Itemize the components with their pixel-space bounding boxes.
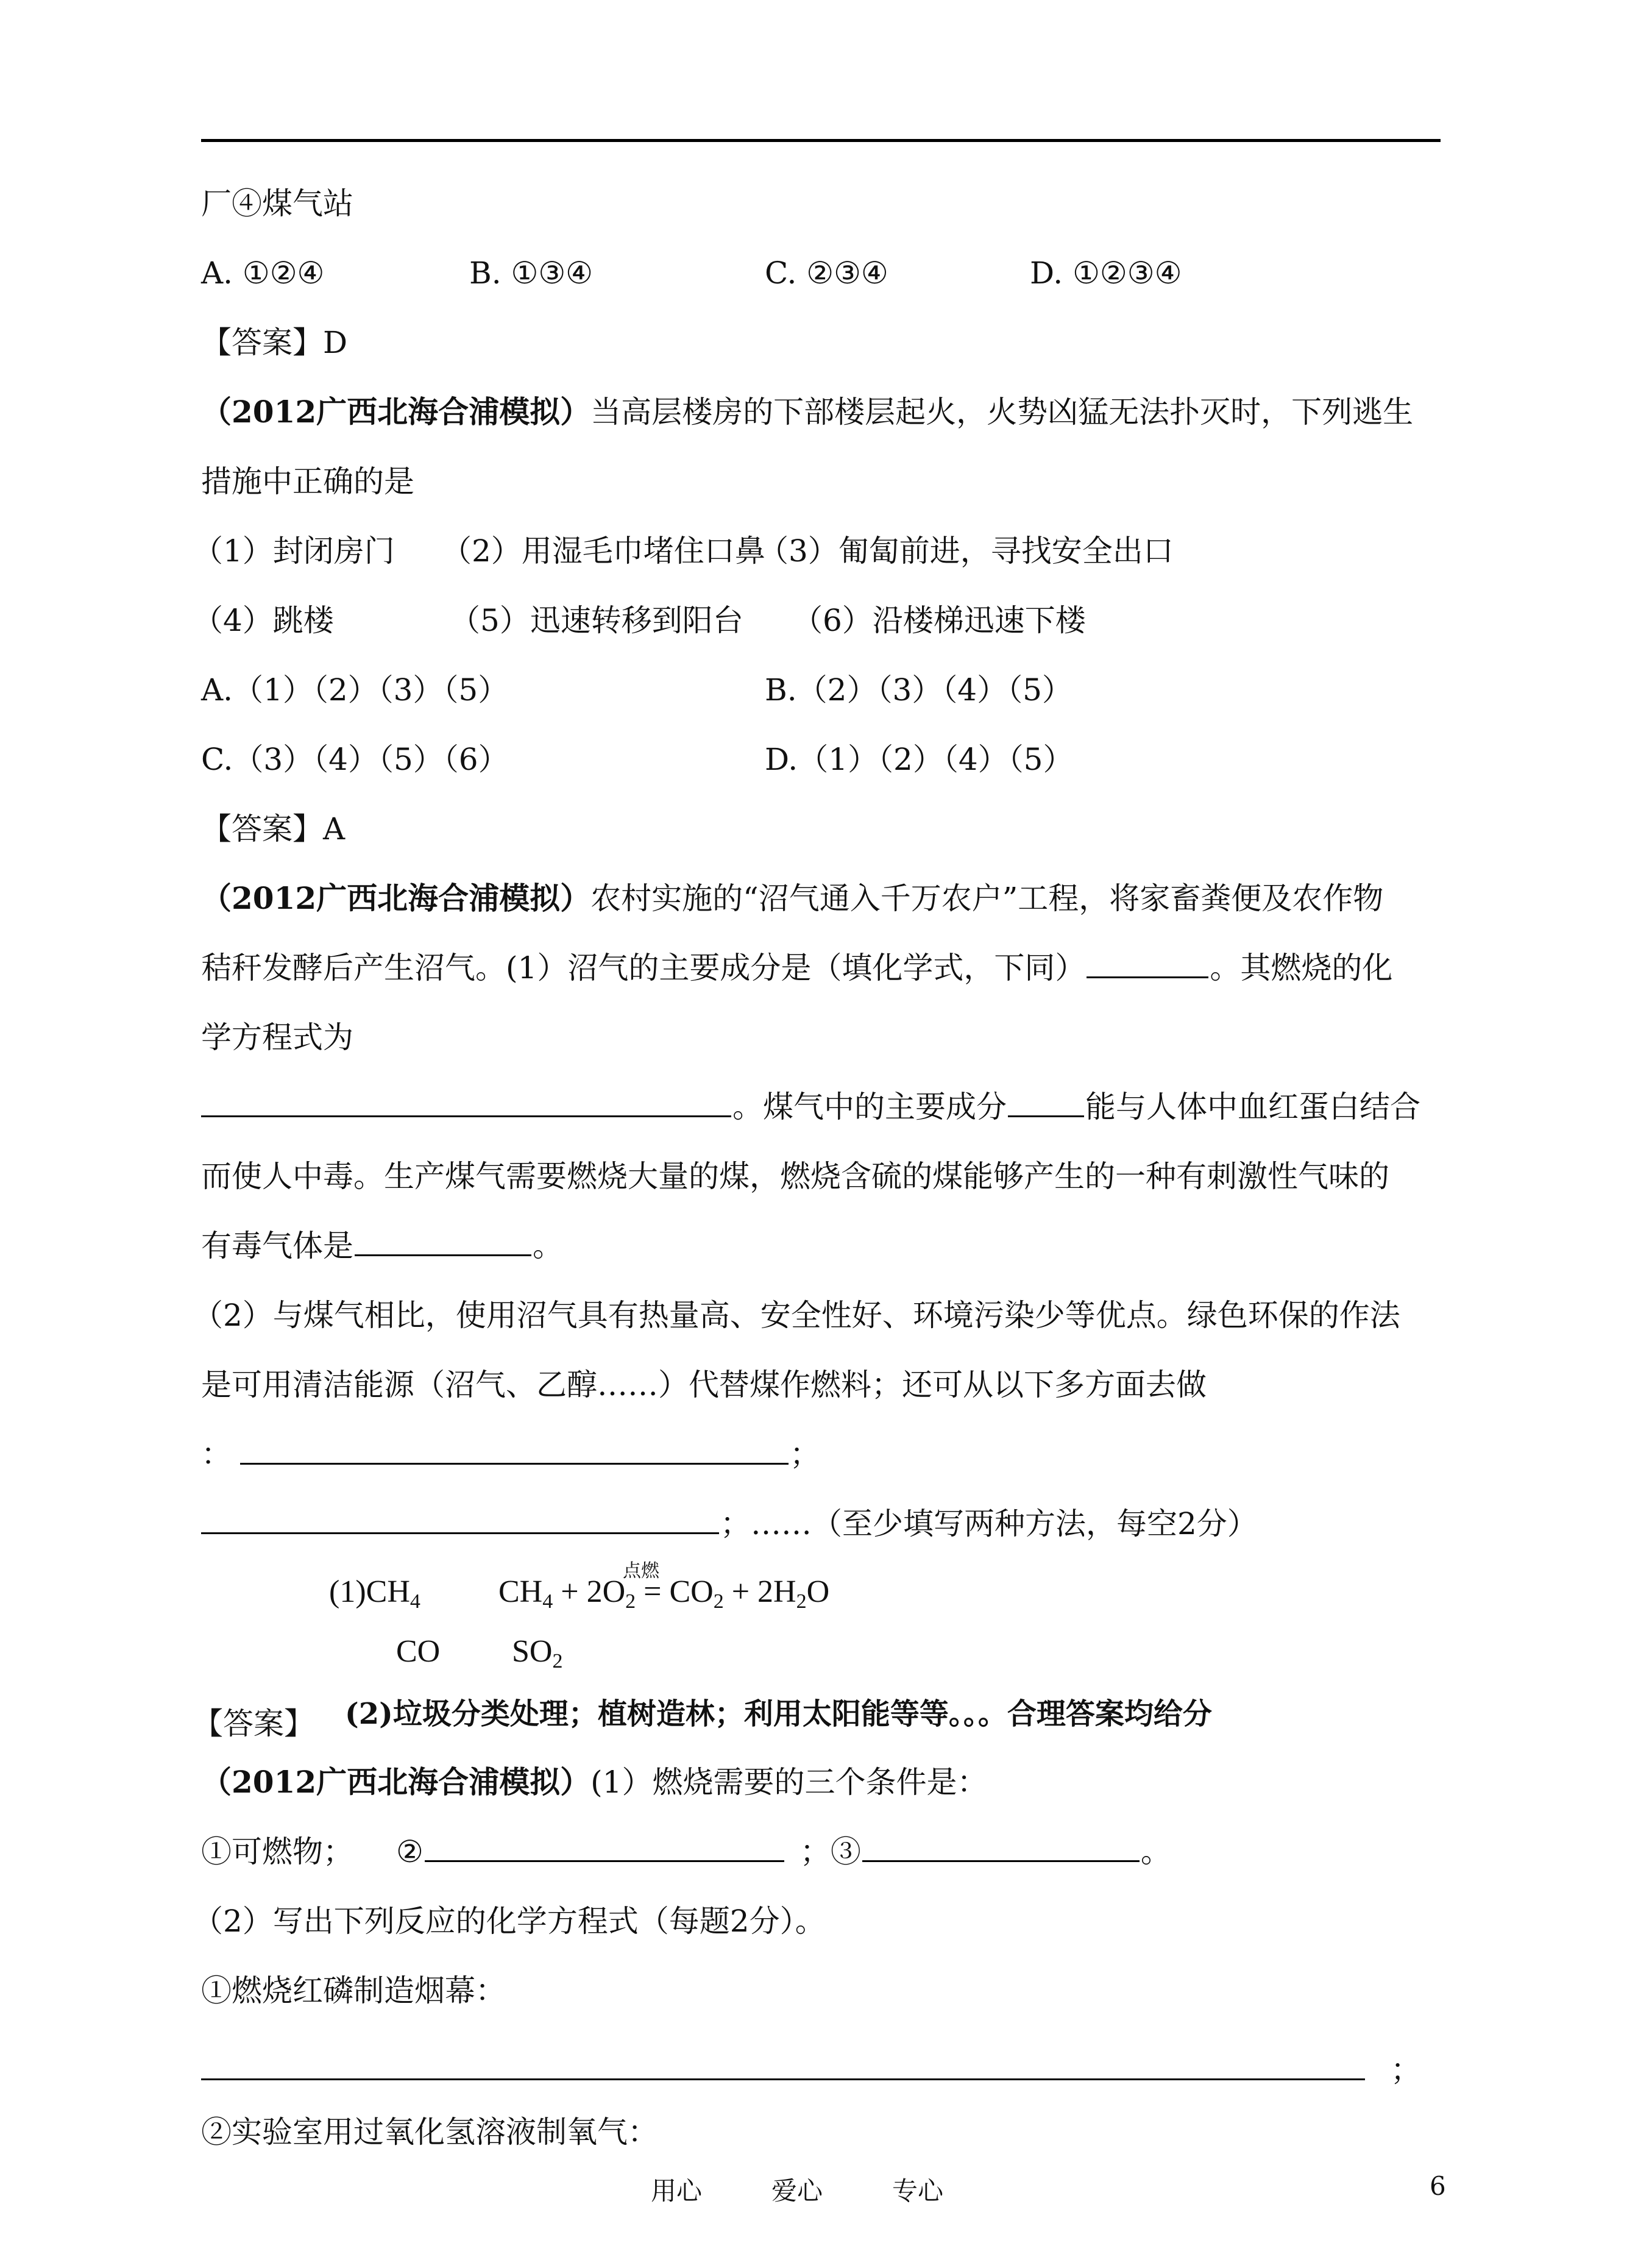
q3-cond-b: ②	[396, 1834, 424, 1869]
q2-stem4a: 。煤气中的主要成分	[732, 1089, 1007, 1125]
q3-sub1: ①燃烧红磷制造烟幕：	[201, 1973, 506, 2008]
header-rule	[201, 139, 1441, 142]
q2-stem3: 学方程式为	[201, 1020, 353, 1055]
q2-stem7: （2）与煤气相比，使用沼气具有热量高、安全性好、环境污染少等优点。绿色环保的作法	[193, 1298, 1400, 1333]
q2-stem2b: 。其燃烧的化	[1210, 950, 1393, 986]
q2-blank-method2	[201, 1532, 719, 1534]
q2-eq-d-sub: 2	[796, 1590, 807, 1613]
q2-stem2a: 秸秆发酵后产生沼气。(1）沼气的主要成分是（填化学式，下同）	[201, 950, 1086, 986]
q2-stem-line10	[201, 1503, 1258, 1545]
q2-blank-co	[1008, 1115, 1084, 1117]
q1-stem1: 当高层楼房的下部楼层起火，火势凶猛无法扑灭时，下列逃生	[590, 394, 1414, 430]
q2-ans-co: CO	[396, 1634, 441, 1669]
q1-item-2: （2）用湿毛巾堵住口鼻	[441, 533, 765, 569]
q1-item-1: （1）封闭房门	[193, 533, 395, 569]
q2-stem-line1	[201, 878, 1383, 919]
q3-cond-a: ①可燃物；	[201, 1834, 353, 1869]
q1-item-5: （5）迅速转移到阳台	[450, 603, 743, 638]
q1-item-6: （6）沿楼梯迅速下楼	[792, 603, 1086, 638]
q1-option-d: D.（1）（2）（4）（5）	[765, 742, 1074, 777]
q2-eq-a: CH	[498, 1574, 543, 1609]
q2-blank-equation	[201, 1115, 731, 1117]
q0-answer: 【答案】D	[201, 325, 348, 360]
q2-ans-equation	[498, 1571, 829, 1616]
q1-option-b: B.（2）（3）（4）（5）	[765, 672, 1072, 708]
q2-stem-line4	[201, 1086, 1420, 1128]
q2-ans-p1: (1)CH	[329, 1574, 410, 1609]
q1-source: （2012广西北海合浦模拟）	[201, 394, 591, 430]
q2-stem5: 而使人中毒。生产煤气需要燃烧大量的煤，燃烧含硫的煤能够产生的一种有刺激性气味的	[201, 1159, 1389, 1194]
q3-stem-line1	[201, 1761, 988, 1803]
q2-stem-line6	[201, 1225, 563, 1267]
q3-sub2: ②实验室用过氧化氢溶液制氧气：	[201, 2114, 658, 2150]
q2-ans-so-sub: 2	[552, 1650, 563, 1673]
q2-stem1: 农村实施的“沼气通入千万农户”工程，将家畜粪便及农作物	[590, 881, 1384, 916]
q0-option-d: D. ①②③④	[1030, 255, 1182, 291]
q1-answer: 【答案】A	[201, 811, 346, 847]
q2-ans-p1-sub: 4	[410, 1590, 420, 1613]
q0-option-a: A. ①②④	[201, 255, 325, 291]
q3-conditions	[201, 1831, 1171, 1872]
q2-stem6b: 。	[533, 1228, 563, 1264]
q2-eq-e: O	[806, 1574, 830, 1609]
q2-eq-b-sub: 2	[625, 1590, 636, 1613]
q0-option-c: C. ②③④	[765, 255, 888, 291]
q2-ans-condition: 点燃	[623, 1560, 659, 1582]
q2-ans-so2	[512, 1631, 562, 1676]
q1-stem-line1	[201, 391, 1413, 433]
footer-item-1: 用心	[651, 2176, 703, 2206]
q2-ans-so: SO	[512, 1634, 553, 1669]
q1-item-3: （3）匍匐前进，寻找安全出口	[758, 533, 1174, 569]
q3-blank-3	[862, 1860, 1140, 1862]
page-number: 6	[1430, 2171, 1446, 2201]
q3-stem2: （2）写出下列反应的化学方程式（每题2分）。	[193, 1904, 826, 1939]
footer-item-2: 爱心	[771, 2176, 823, 2206]
q2-eq-c-sub: 2	[713, 1590, 724, 1613]
q3-blank-phosphorus	[201, 2078, 1365, 2080]
q2-stem-line2	[201, 947, 1392, 989]
q2-ans-part2: (2)垃圾分类处理；植树造林；利用太阳能等等。。。合理答案均给分	[345, 1697, 1212, 1731]
q0-option-b: B. ①③④	[469, 255, 594, 291]
q3-cond-d: 。	[1140, 1834, 1171, 1869]
q2-blank-ch4	[1087, 976, 1208, 978]
q2-blank-so2	[355, 1254, 531, 1256]
q2-eq-a-sub: 4	[542, 1590, 553, 1613]
q2-stem9a: ：	[201, 1437, 232, 1472]
q1-option-c: C.（3）（4）（5）（6）	[201, 742, 509, 777]
q3-semicolon: ；	[1391, 2052, 1421, 2088]
q2-stem10: ；……（至少填写两种方法，每空2分）	[720, 1506, 1258, 1541]
q2-stem9b: ；	[790, 1437, 820, 1472]
q2-eq-b: + 2O	[553, 1574, 626, 1609]
q2-answer-label: 【答案】	[193, 1706, 314, 1741]
q2-eq-d: + 2H	[723, 1574, 796, 1609]
q3-cond-c: ；③	[800, 1834, 861, 1869]
q3-stem1: (1）燃烧需要的三个条件是：	[590, 1765, 988, 1800]
q3-blank-2	[425, 1860, 784, 1862]
q2-stem-line9	[201, 1434, 820, 1475]
q0-continuation: 厂④煤气站	[201, 186, 353, 221]
q3-source: （2012广西北海合浦模拟）	[201, 1764, 591, 1800]
q2-stem4b: 能与人体中血红蛋白结合	[1085, 1089, 1420, 1125]
q1-item-4: （4）跳楼	[193, 603, 334, 638]
footer-item-3: 专心	[892, 2176, 944, 2206]
q2-stem8: 是可用清洁能源（沼气、乙醇……）代替煤作燃料；还可从以下多方面去做	[201, 1367, 1207, 1402]
q2-source: （2012广西北海合浦模拟）	[201, 880, 591, 916]
q2-eq-c: = CO	[636, 1574, 714, 1609]
q2-stem6a: 有毒气体是	[201, 1228, 353, 1264]
q1-option-a: A.（1）（2）（3）（5）	[201, 672, 509, 708]
q2-blank-method1	[240, 1462, 789, 1465]
q2-ans-part1	[329, 1571, 420, 1616]
q1-stem2: 措施中正确的是	[201, 464, 414, 499]
q3-answer-line1	[201, 2049, 1421, 2091]
